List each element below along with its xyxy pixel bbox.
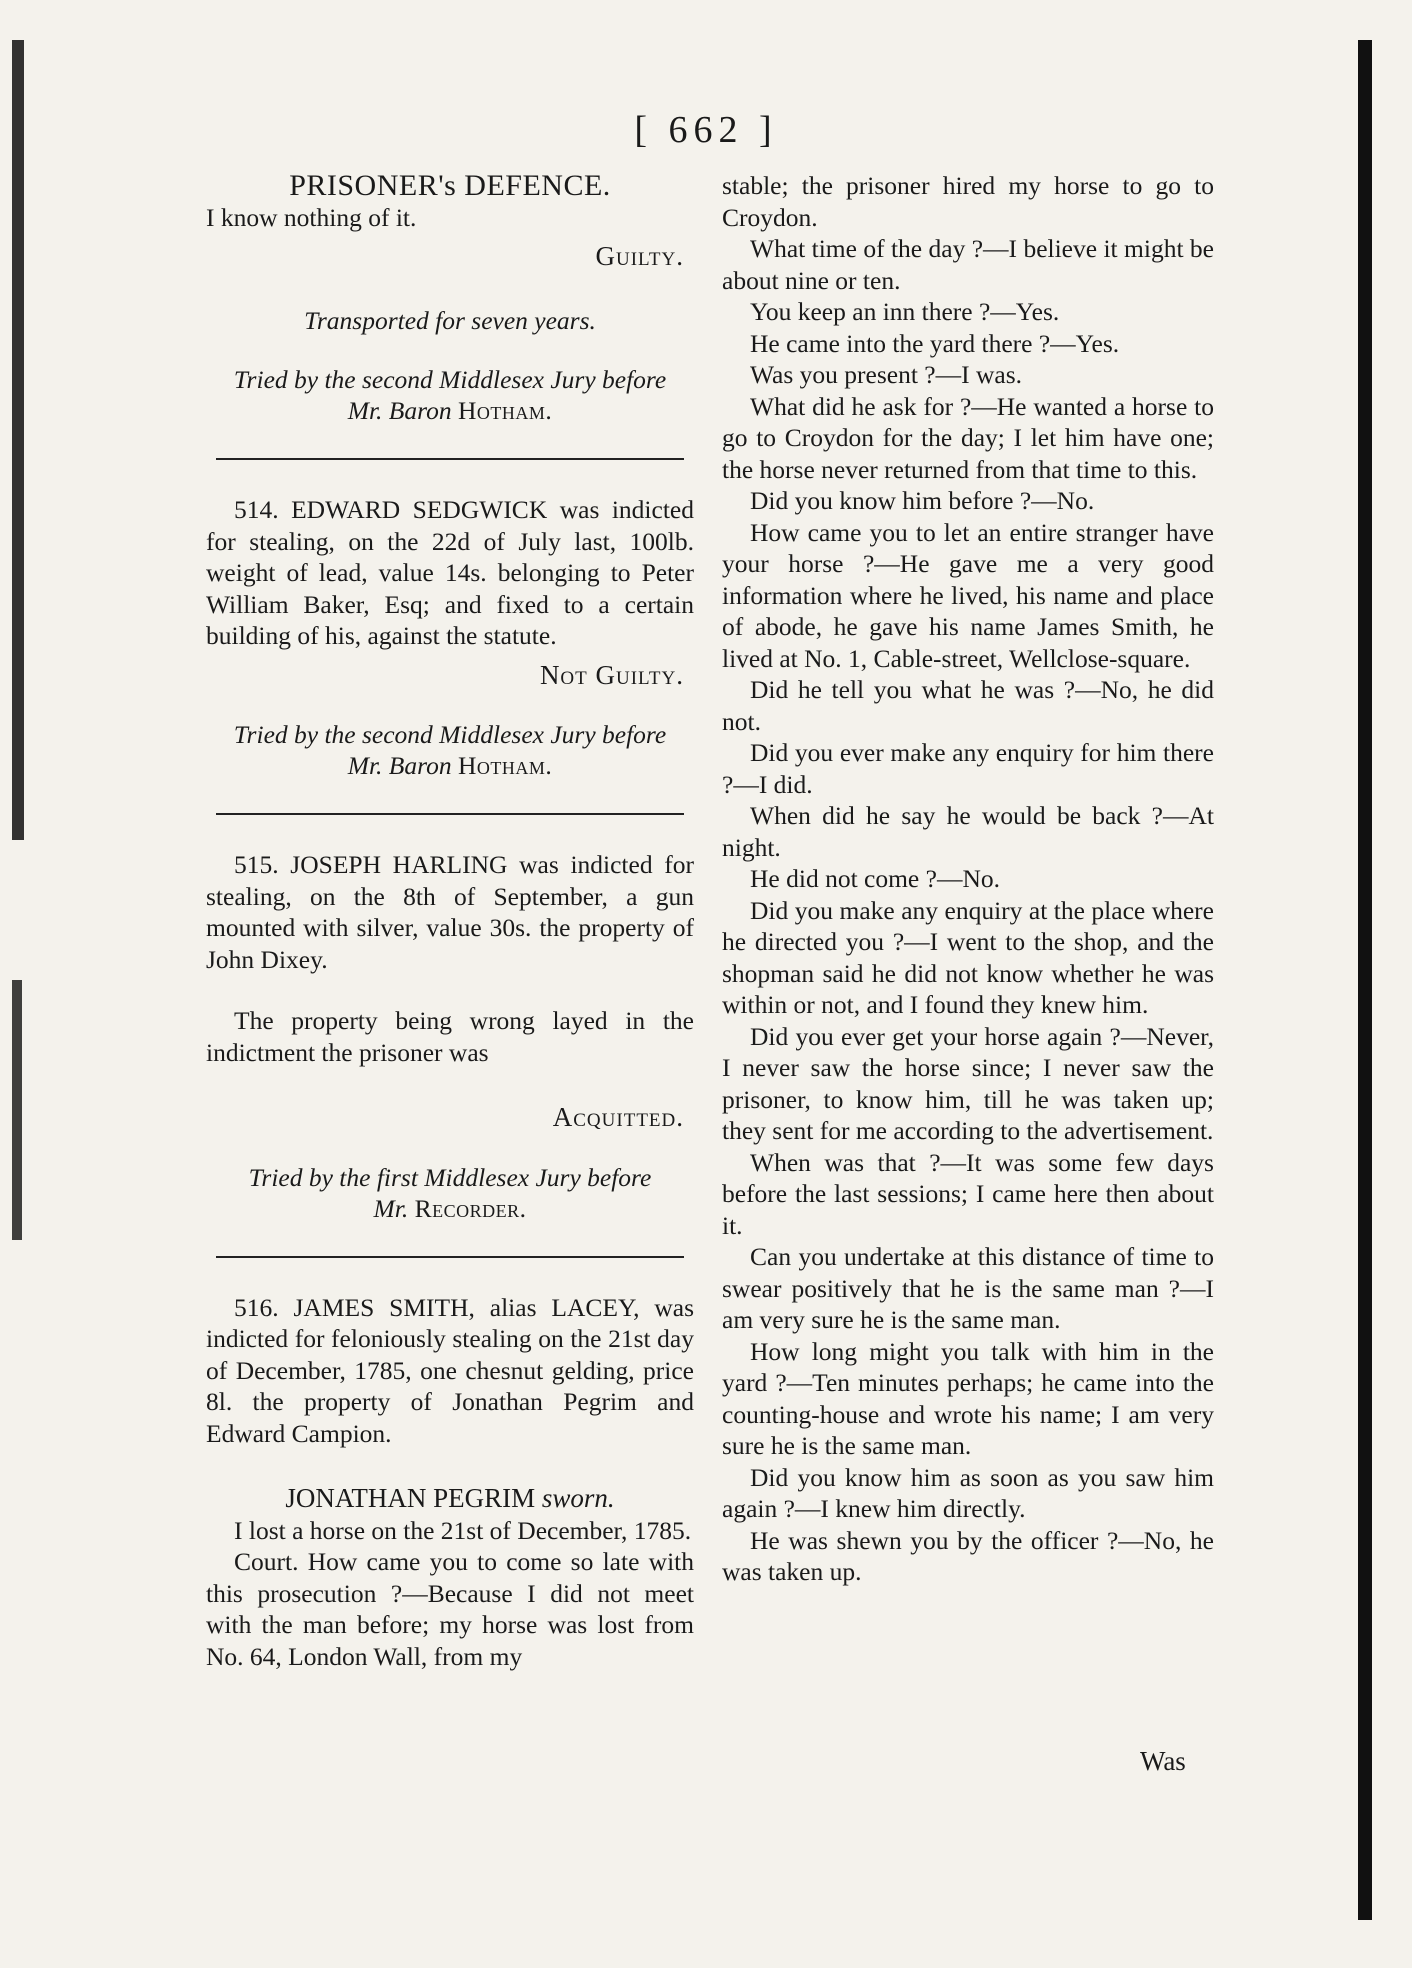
case-515: 515. JOSEPH HARLING was indicted for stealing, on the 8th of September, a gun mounted with silver, value 30s. the property of John Dixey. <box>206 850 694 974</box>
verdict-not-guilty: Not Guilty. <box>539 659 684 690</box>
testimony-paragraph: Was you present ?—I was. <box>750 360 1022 389</box>
tried-3-line1: Tried by the first Middlesex Jury before <box>248 1162 652 1192</box>
witness-sworn: sworn. <box>541 1483 615 1513</box>
verdict-guilty: Guilty. <box>595 241 684 271</box>
sentence: Transported for seven years. <box>304 305 596 335</box>
section-divider <box>216 813 684 815</box>
spacer <box>206 975 694 1005</box>
tried-2-line1: Tried by the second Middlesex Jury before <box>233 720 667 749</box>
testimony-paragraph: How came you to let an entire stranger have your horse ?—He gave me a very good information where he lived, his name and place of abode, he gave his name James Smith, he lived at No. 1, Cable-street, Wellclose-square. <box>722 517 1214 673</box>
page-number: [ 662 ] <box>634 109 778 151</box>
judge-name-3: Recorder. <box>414 1193 527 1223</box>
testimony-paragraph: Can you undertake at this distance of time to swear positively that he is the same man ?—I am very sure he is the same man. <box>722 1242 1214 1334</box>
catchword: Was <box>1140 1746 1186 1776</box>
testimony-paragraph: You keep an inn there ?—Yes. <box>750 297 1060 326</box>
section-divider <box>216 1256 684 1258</box>
testimony-paragraph: He came into the yard there ?—Yes. <box>750 328 1120 358</box>
witness-paragraph: I lost a horse on the 21st of December, 1785. <box>234 1515 692 1545</box>
scan-edge-left <box>12 40 24 840</box>
case-514: 514. EDWARD SEDGWICK was indicted for stealing, on the 22d of July last, 100lb. weight of lead, value 14s. belonging to Peter William Baker, Esq; and fixed to a certain building of his, against the statute. <box>206 495 694 650</box>
tried-before-1 <box>206 364 694 426</box>
judge-name-1: Hotham. <box>457 396 553 425</box>
testimony-paragraph: Did he tell you what he was ?—No, he did not. <box>722 675 1214 736</box>
testimony-paragraph: Did you know him before ?—No. <box>750 486 1095 515</box>
testimony-paragraph: What time of the day ?—I believe it might be about nine or ten. <box>722 234 1214 295</box>
defence-heading: PRISONER's DEFENCE. <box>289 169 611 202</box>
testimony-paragraph: He was shewn you by the officer ?—No, he was taken up. <box>722 1525 1214 1586</box>
case-516: 516. JAMES SMITH, alias LACEY, was indicted for feloniously stealing on the 21st day of December, 1785, one chesnut gelding, price 8l. the property of Jonathan Pegrim and Edward Campion. <box>206 1292 694 1448</box>
judge-name-2: Hotham. <box>457 751 553 780</box>
witness-name: JONATHAN PEGRIM <box>285 1483 536 1513</box>
testimony-paragraph: Did you make any enquiry at the place where he directed you ?—I went to the shop, and the shopman said he did not know whether he was within or not, and I found they knew him. <box>722 895 1214 1019</box>
testimony-paragraph: What did he ask for ?—He wanted a horse to go to Croydon for the day; I let him have one; the horse never returned from that time to this. <box>722 391 1214 484</box>
tried-2-line2: Mr. Baron <box>347 751 452 780</box>
testimony-paragraph: Did you ever get your horse again ?—Never, I never saw the horse since; I never saw the prisoner, to know him, till he was taken up; they sent for me according to the advertisement. <box>722 1021 1214 1145</box>
tried-before-3 <box>206 1162 694 1224</box>
testimony-paragraph: He did not come ?—No. <box>750 864 1000 893</box>
defence-text: I know nothing of it. <box>206 202 417 232</box>
verdict-acquitted: Acquitted. <box>552 1102 684 1132</box>
testimony-paragraph: When did he say he would be back ?—At night. <box>722 801 1214 862</box>
testimony-paragraph: stable; the prisoner hired my horse to go to Croydon. <box>722 171 1214 232</box>
right-column <box>722 170 1214 1588</box>
tried-1-line2: Mr. Baron <box>347 396 452 425</box>
tried-1-line1: Tried by the second Middlesex Jury before <box>233 365 667 394</box>
witness-paragraph: Court. How came you to come so late with this prosecution ?—Because I did not meet with the man before; my horse was lost from No. 64, London Wall, from my <box>206 1547 694 1671</box>
tried-3-line2: Mr. <box>373 1193 409 1223</box>
note-515: The property being wrong layed in the indictment the prisoner was <box>206 1006 694 1067</box>
testimony-paragraph: Did you ever make any enquiry for him there ?—I did. <box>722 738 1214 799</box>
testimony-paragraph: Did you know him as soon as you saw him again ?—I knew him directly. <box>722 1462 1214 1523</box>
scan-edge-left-lower <box>12 980 22 1240</box>
tried-before-2 <box>206 719 694 781</box>
witness-heading <box>206 1483 694 1515</box>
scan-edge-right <box>1358 40 1372 1920</box>
testimony-paragraph: How long might you talk with him in the yard ?—Ten minutes perhaps; he came into the counting-house and wrote his name; I am very sure he is the same man. <box>722 1336 1214 1460</box>
section-divider <box>216 458 684 460</box>
testimony-paragraph: When was that ?—It was some few days before the last sessions; I came here then about it. <box>722 1147 1214 1240</box>
left-column <box>206 170 694 1672</box>
